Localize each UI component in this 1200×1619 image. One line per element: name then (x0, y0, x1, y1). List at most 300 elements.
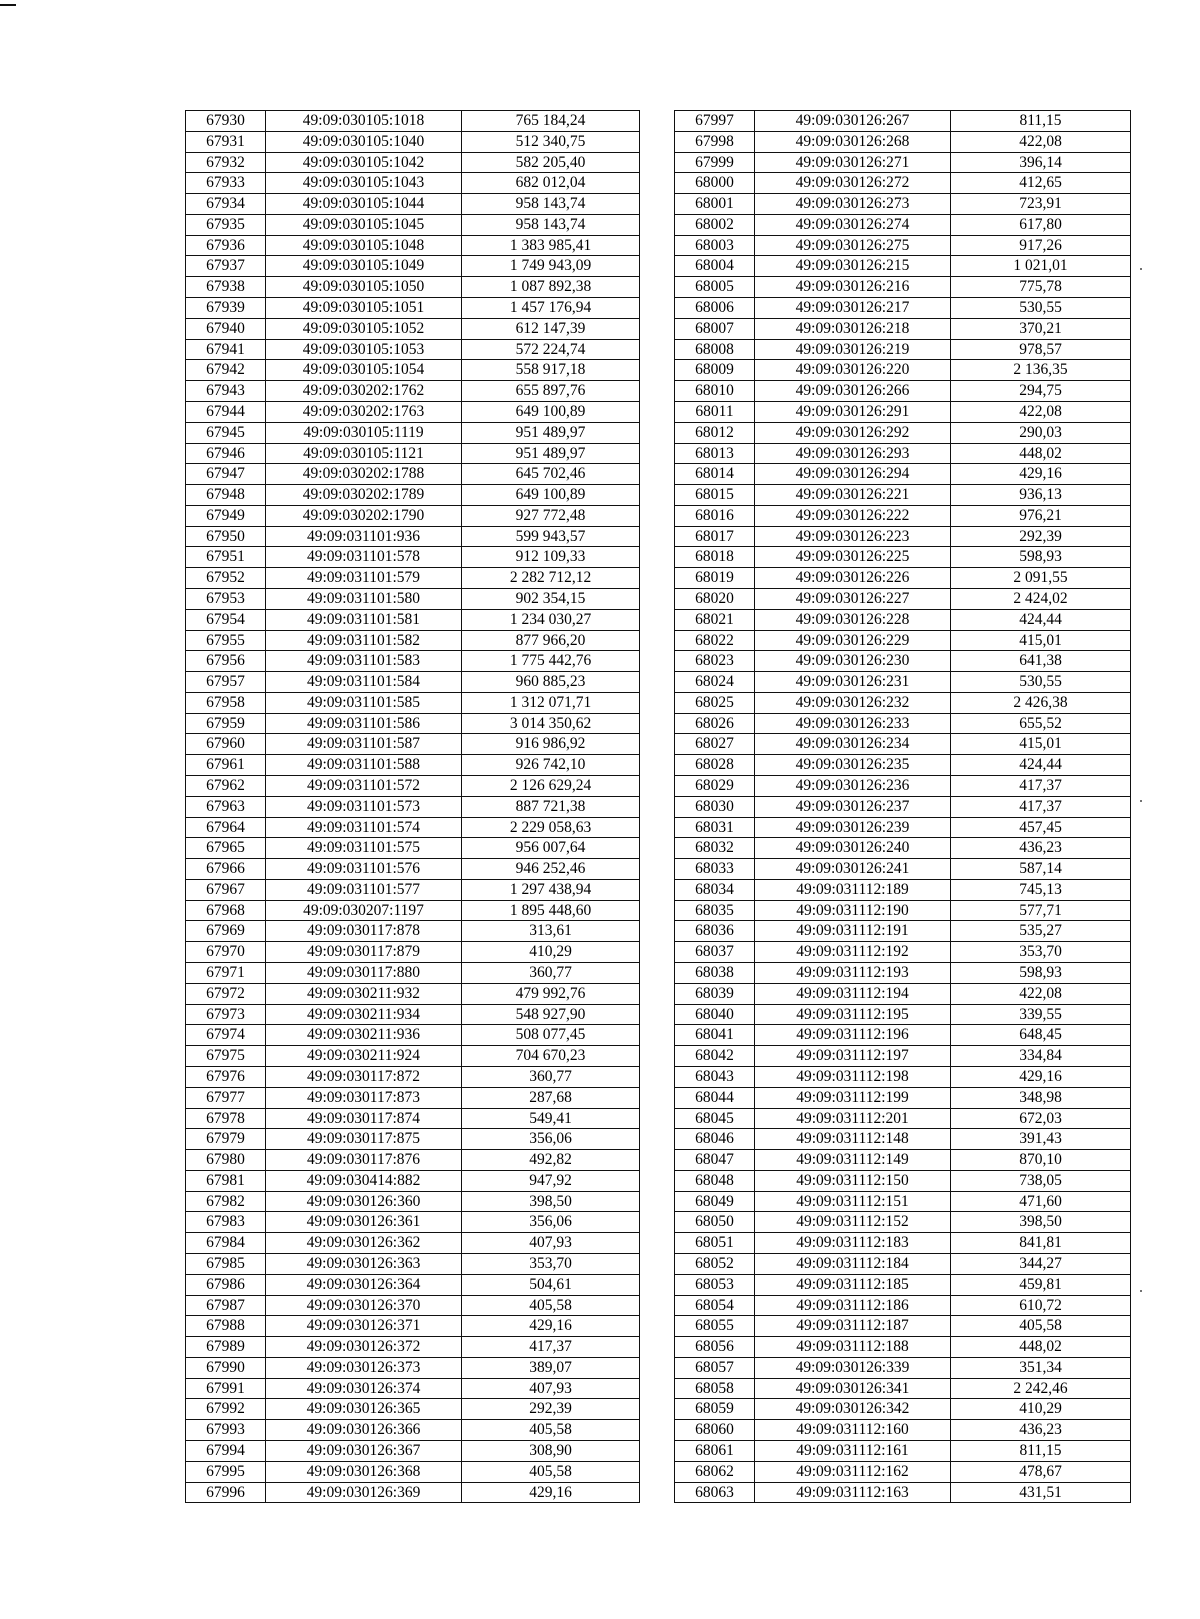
row-number-cell: 68022 (675, 630, 755, 651)
table-row (675, 1357, 1131, 1378)
value-cell: 912 109,33 (462, 547, 640, 568)
table-row (186, 651, 640, 672)
value-cell: 2 229 058,63 (462, 817, 640, 838)
table-row (186, 1316, 640, 1337)
row-number-cell: 68013 (675, 443, 755, 464)
value-cell: 2 424,02 (951, 588, 1131, 609)
value-cell: 398,50 (951, 1212, 1131, 1233)
row-number-cell: 67999 (675, 152, 755, 173)
row-number-cell: 67959 (186, 713, 266, 734)
table-row (675, 111, 1131, 132)
cadastral-number-cell: 49:09:031112:184 (755, 1253, 951, 1274)
row-number-cell: 67968 (186, 900, 266, 921)
value-cell: 775,78 (951, 277, 1131, 298)
value-cell: 334,84 (951, 1046, 1131, 1067)
table-row (675, 464, 1131, 485)
row-number-cell: 67997 (675, 111, 755, 132)
table-row (186, 1004, 640, 1025)
row-number-cell: 67951 (186, 547, 266, 568)
row-number-cell: 67965 (186, 838, 266, 859)
row-number-cell: 68033 (675, 859, 755, 880)
cadastral-number-cell: 49:09:030105:1052 (266, 318, 462, 339)
cadastral-number-cell: 49:09:031101:584 (266, 672, 462, 693)
row-number-cell: 68055 (675, 1316, 755, 1337)
cadastral-number-cell: 49:09:030126:342 (755, 1399, 951, 1420)
table-row (675, 485, 1131, 506)
value-cell: 512 340,75 (462, 131, 640, 152)
value-cell: 1 775 442,76 (462, 651, 640, 672)
value-cell: 672,03 (951, 1108, 1131, 1129)
row-number-cell: 67990 (186, 1357, 266, 1378)
table-row (186, 734, 640, 755)
table-row (186, 131, 640, 152)
value-cell: 405,58 (462, 1420, 640, 1441)
cadastral-number-cell: 49:09:031101:580 (266, 588, 462, 609)
row-number-cell: 67961 (186, 755, 266, 776)
table-row (675, 173, 1131, 194)
cadastral-number-cell: 49:09:031101:578 (266, 547, 462, 568)
cadastral-number-cell: 49:09:031101:574 (266, 817, 462, 838)
cadastral-number-cell: 49:09:030126:233 (755, 713, 951, 734)
table-row (675, 1108, 1131, 1129)
cadastral-number-cell: 49:09:030117:878 (266, 921, 462, 942)
table-row (186, 1108, 640, 1129)
table-row (675, 152, 1131, 173)
row-number-cell: 67974 (186, 1025, 266, 1046)
table-row (675, 318, 1131, 339)
cadastral-number-cell: 49:09:031101:587 (266, 734, 462, 755)
table-row (186, 755, 640, 776)
table-row (675, 1066, 1131, 1087)
value-cell: 459,81 (951, 1274, 1131, 1295)
scan-speck (1140, 268, 1142, 270)
cadastral-number-cell: 49:09:030105:1044 (266, 194, 462, 215)
row-number-cell: 68011 (675, 401, 755, 422)
cadastral-number-cell: 49:09:030126:273 (755, 194, 951, 215)
table-row (675, 1170, 1131, 1191)
value-cell: 530,55 (951, 672, 1131, 693)
row-number-cell: 67964 (186, 817, 266, 838)
table-row (675, 734, 1131, 755)
value-cell: 391,43 (951, 1129, 1131, 1150)
table-row (186, 1378, 640, 1399)
cadastral-number-cell: 49:09:030126:267 (755, 111, 951, 132)
row-number-cell: 67960 (186, 734, 266, 755)
row-number-cell: 67942 (186, 360, 266, 381)
cadastral-number-cell: 49:09:031101:575 (266, 838, 462, 859)
table-row (186, 1129, 640, 1150)
table-row (186, 1066, 640, 1087)
value-cell: 396,14 (951, 152, 1131, 173)
cadastral-number-cell: 49:09:030126:218 (755, 318, 951, 339)
value-cell: 339,55 (951, 1004, 1131, 1025)
cadastral-number-cell: 49:09:031101:583 (266, 651, 462, 672)
cadastral-number-cell: 49:09:030126:223 (755, 526, 951, 547)
value-cell: 655,52 (951, 713, 1131, 734)
row-number-cell: 67948 (186, 485, 266, 506)
table-row (186, 713, 640, 734)
row-number-cell: 67969 (186, 921, 266, 942)
value-cell: 294,75 (951, 381, 1131, 402)
table-row (675, 1295, 1131, 1316)
row-number-cell: 68026 (675, 713, 755, 734)
row-number-cell: 68024 (675, 672, 755, 693)
row-number-cell: 68047 (675, 1150, 755, 1171)
row-number-cell: 68028 (675, 755, 755, 776)
cadastral-number-cell: 49:09:031112:188 (755, 1337, 951, 1358)
row-number-cell: 68009 (675, 360, 755, 381)
cadastral-number-cell: 49:09:030126:374 (266, 1378, 462, 1399)
row-number-cell: 67984 (186, 1233, 266, 1254)
cadastral-number-cell: 49:09:031101:581 (266, 609, 462, 630)
table-row (186, 672, 640, 693)
value-cell: 765 184,24 (462, 111, 640, 132)
row-number-cell: 67981 (186, 1170, 266, 1191)
row-number-cell: 67955 (186, 630, 266, 651)
row-number-cell: 68005 (675, 277, 755, 298)
cadastral-number-cell: 49:09:031112:201 (755, 1108, 951, 1129)
table-row (186, 859, 640, 880)
row-number-cell: 67934 (186, 194, 266, 215)
value-cell: 572 224,74 (462, 339, 640, 360)
row-number-cell: 68044 (675, 1087, 755, 1108)
table-row (675, 879, 1131, 900)
value-cell: 936,13 (951, 485, 1131, 506)
row-number-cell: 68008 (675, 339, 755, 360)
table-row (186, 1191, 640, 1212)
value-cell: 598,93 (951, 547, 1131, 568)
row-number-cell: 67972 (186, 983, 266, 1004)
table-row (186, 879, 640, 900)
cadastral-number-cell: 49:09:031112:198 (755, 1066, 951, 1087)
table-row (186, 1046, 640, 1067)
row-number-cell: 67973 (186, 1004, 266, 1025)
table-row (675, 1378, 1131, 1399)
value-cell: 617,80 (951, 214, 1131, 235)
row-number-cell: 67943 (186, 381, 266, 402)
value-cell: 424,44 (951, 609, 1131, 630)
scan-edge-mark (0, 4, 16, 6)
row-number-cell: 67958 (186, 692, 266, 713)
cadastral-number-cell: 49:09:031112:190 (755, 900, 951, 921)
table-row (675, 609, 1131, 630)
value-cell: 405,58 (462, 1295, 640, 1316)
row-number-cell: 68029 (675, 776, 755, 797)
row-number-cell: 67953 (186, 588, 266, 609)
row-number-cell: 67998 (675, 131, 755, 152)
row-number-cell: 68004 (675, 256, 755, 277)
value-cell: 389,07 (462, 1357, 640, 1378)
cadastral-number-cell: 49:09:030117:875 (266, 1129, 462, 1150)
table-row (675, 422, 1131, 443)
table-row (675, 214, 1131, 235)
value-cell: 548 927,90 (462, 1004, 640, 1025)
right-table-body (675, 111, 1131, 1503)
table-row (675, 1025, 1131, 1046)
row-number-cell: 67949 (186, 505, 266, 526)
cadastral-number-cell: 49:09:030126:230 (755, 651, 951, 672)
value-cell: 1 457 176,94 (462, 298, 640, 319)
value-cell: 436,23 (951, 1420, 1131, 1441)
table-row (675, 443, 1131, 464)
value-cell: 353,70 (951, 942, 1131, 963)
table-row (675, 1337, 1131, 1358)
value-cell: 492,82 (462, 1150, 640, 1171)
value-cell: 429,16 (462, 1482, 640, 1503)
table-row (186, 298, 640, 319)
row-number-cell: 67941 (186, 339, 266, 360)
cadastral-number-cell: 49:09:030126:231 (755, 672, 951, 693)
cadastral-number-cell: 49:09:030105:1053 (266, 339, 462, 360)
row-number-cell: 68035 (675, 900, 755, 921)
table-row (186, 588, 640, 609)
row-number-cell: 67957 (186, 672, 266, 693)
cadastral-number-cell: 49:09:030117:879 (266, 942, 462, 963)
table-row (186, 692, 640, 713)
row-number-cell: 67983 (186, 1212, 266, 1233)
row-number-cell: 68057 (675, 1357, 755, 1378)
value-cell: 951 489,97 (462, 422, 640, 443)
table-row (675, 1441, 1131, 1462)
row-number-cell: 68001 (675, 194, 755, 215)
cadastral-number-cell: 49:09:031112:148 (755, 1129, 951, 1150)
cadastral-number-cell: 49:09:030126:373 (266, 1357, 462, 1378)
cadastral-number-cell: 49:09:031112:149 (755, 1150, 951, 1171)
row-number-cell: 68015 (675, 485, 755, 506)
table-row (186, 401, 640, 422)
value-cell: 916 986,92 (462, 734, 640, 755)
table-row (675, 1420, 1131, 1441)
value-cell: 682 012,04 (462, 173, 640, 194)
cadastral-number-cell: 49:09:030105:1054 (266, 360, 462, 381)
cadastral-number-cell: 49:09:030126:216 (755, 277, 951, 298)
cadastral-number-cell: 49:09:031101:586 (266, 713, 462, 734)
cadastral-number-cell: 49:09:030126:339 (755, 1357, 951, 1378)
value-cell: 422,08 (951, 401, 1131, 422)
row-number-cell: 68058 (675, 1378, 755, 1399)
table-row (186, 1274, 640, 1295)
row-number-cell: 68056 (675, 1337, 755, 1358)
table-row (675, 900, 1131, 921)
value-cell: 956 007,64 (462, 838, 640, 859)
value-cell: 745,13 (951, 879, 1131, 900)
cadastral-number-cell: 49:09:030126:370 (266, 1295, 462, 1316)
cadastral-number-cell: 49:09:030126:239 (755, 817, 951, 838)
row-number-cell: 67945 (186, 422, 266, 443)
value-cell: 407,93 (462, 1378, 640, 1399)
value-cell: 471,60 (951, 1191, 1131, 1212)
cadastral-number-cell: 49:09:030126:227 (755, 588, 951, 609)
table-row (186, 194, 640, 215)
row-number-cell: 68061 (675, 1441, 755, 1462)
cadastral-number-cell: 49:09:031112:160 (755, 1420, 951, 1441)
value-cell: 558 917,18 (462, 360, 640, 381)
cadastral-number-cell: 49:09:030105:1051 (266, 298, 462, 319)
table-row (186, 1295, 640, 1316)
table-row (186, 152, 640, 173)
cadastral-number-cell: 49:09:030126:367 (266, 1441, 462, 1462)
table-row (186, 963, 640, 984)
row-number-cell: 68034 (675, 879, 755, 900)
value-cell: 1 297 438,94 (462, 879, 640, 900)
cadastral-number-cell: 49:09:030126:274 (755, 214, 951, 235)
value-cell: 360,77 (462, 1066, 640, 1087)
cadastral-number-cell: 49:09:031112:199 (755, 1087, 951, 1108)
table-row (675, 1253, 1131, 1274)
value-cell: 1 895 448,60 (462, 900, 640, 921)
value-cell: 356,06 (462, 1129, 640, 1150)
cadastral-number-cell: 49:09:031101:577 (266, 879, 462, 900)
table-row (186, 173, 640, 194)
row-number-cell: 67931 (186, 131, 266, 152)
table-row (675, 194, 1131, 215)
table-row (186, 1357, 640, 1378)
row-number-cell: 67977 (186, 1087, 266, 1108)
row-number-cell: 68003 (675, 235, 755, 256)
table-row (186, 111, 640, 132)
cadastral-number-cell: 49:09:030126:363 (266, 1253, 462, 1274)
row-number-cell: 67950 (186, 526, 266, 547)
value-cell: 978,57 (951, 339, 1131, 360)
value-cell: 649 100,89 (462, 485, 640, 506)
cadastral-number-cell: 49:09:031112:193 (755, 963, 951, 984)
value-cell: 429,16 (462, 1316, 640, 1337)
table-row (675, 1482, 1131, 1503)
row-number-cell: 67993 (186, 1420, 266, 1441)
value-cell: 410,29 (951, 1399, 1131, 1420)
table-row (186, 900, 640, 921)
cadastral-number-cell: 49:09:030126:361 (266, 1212, 462, 1233)
value-cell: 887 721,38 (462, 796, 640, 817)
table-row (186, 443, 640, 464)
table-row (186, 1420, 640, 1441)
row-number-cell: 67967 (186, 879, 266, 900)
value-cell: 2 136,35 (951, 360, 1131, 381)
value-cell: 549,41 (462, 1108, 640, 1129)
table-row (675, 568, 1131, 589)
cadastral-number-cell: 49:09:030126:229 (755, 630, 951, 651)
cadastral-number-cell: 49:09:030202:1762 (266, 381, 462, 402)
value-cell: 422,08 (951, 983, 1131, 1004)
value-cell: 448,02 (951, 1337, 1131, 1358)
row-number-cell: 68036 (675, 921, 755, 942)
cadastral-number-cell: 49:09:030211:936 (266, 1025, 462, 1046)
row-number-cell: 68000 (675, 173, 755, 194)
value-cell: 479 992,76 (462, 983, 640, 1004)
table-row (186, 339, 640, 360)
table-row (675, 339, 1131, 360)
row-number-cell: 68014 (675, 464, 755, 485)
row-number-cell: 67932 (186, 152, 266, 173)
row-number-cell: 68018 (675, 547, 755, 568)
value-cell: 3 014 350,62 (462, 713, 640, 734)
cadastral-number-cell: 49:09:030105:1050 (266, 277, 462, 298)
cadastral-number-cell: 49:09:030126:234 (755, 734, 951, 755)
table-row (186, 1482, 640, 1503)
value-cell: 645 702,46 (462, 464, 640, 485)
table-row (186, 277, 640, 298)
cadastral-number-cell: 49:09:030126:291 (755, 401, 951, 422)
row-number-cell: 67939 (186, 298, 266, 319)
cadastral-number-cell: 49:09:030117:872 (266, 1066, 462, 1087)
table-row (186, 235, 640, 256)
value-cell: 290,03 (951, 422, 1131, 443)
table-row (675, 692, 1131, 713)
value-cell: 655 897,76 (462, 381, 640, 402)
value-cell: 2 282 712,12 (462, 568, 640, 589)
value-cell: 436,23 (951, 838, 1131, 859)
cadastral-number-cell: 49:09:030202:1788 (266, 464, 462, 485)
row-number-cell: 68019 (675, 568, 755, 589)
table-row (186, 838, 640, 859)
value-cell: 457,45 (951, 817, 1131, 838)
cadastral-number-cell: 49:09:030126:293 (755, 443, 951, 464)
value-cell: 951 489,97 (462, 443, 640, 464)
value-cell: 407,93 (462, 1233, 640, 1254)
cadastral-number-cell: 49:09:030126:221 (755, 485, 951, 506)
table-row (675, 921, 1131, 942)
table-row (186, 817, 640, 838)
value-cell: 412,65 (951, 173, 1131, 194)
row-number-cell: 68049 (675, 1191, 755, 1212)
cadastral-number-cell: 49:09:030126:292 (755, 422, 951, 443)
value-cell: 417,37 (951, 776, 1131, 797)
value-cell: 429,16 (951, 464, 1131, 485)
cadastral-number-cell: 49:09:030211:934 (266, 1004, 462, 1025)
row-number-cell: 68027 (675, 734, 755, 755)
value-cell: 958 143,74 (462, 194, 640, 215)
table-row (675, 401, 1131, 422)
value-cell: 649 100,89 (462, 401, 640, 422)
value-cell: 738,05 (951, 1170, 1131, 1191)
table-row (186, 360, 640, 381)
row-number-cell: 68038 (675, 963, 755, 984)
row-number-cell: 67996 (186, 1482, 266, 1503)
table-row (186, 256, 640, 277)
cadastral-number-cell: 49:09:030126:275 (755, 235, 951, 256)
value-cell: 356,06 (462, 1212, 640, 1233)
cadastral-number-cell: 49:09:031112:152 (755, 1212, 951, 1233)
row-number-cell: 67940 (186, 318, 266, 339)
row-number-cell: 68021 (675, 609, 755, 630)
value-cell: 370,21 (951, 318, 1131, 339)
value-cell: 927 772,48 (462, 505, 640, 526)
row-number-cell: 67976 (186, 1066, 266, 1087)
value-cell: 410,29 (462, 942, 640, 963)
row-number-cell: 68039 (675, 983, 755, 1004)
table-row (186, 1253, 640, 1274)
table-row (675, 630, 1131, 651)
cadastral-number-cell: 49:09:030126:219 (755, 339, 951, 360)
row-number-cell: 67995 (186, 1461, 266, 1482)
cadastral-number-cell: 49:09:030126:226 (755, 568, 951, 589)
table-row (675, 672, 1131, 693)
cadastral-number-cell: 49:09:030126:365 (266, 1399, 462, 1420)
row-number-cell: 68059 (675, 1399, 755, 1420)
value-cell: 958 143,74 (462, 214, 640, 235)
cadastral-number-cell: 49:09:030105:1049 (266, 256, 462, 277)
cadastral-number-cell: 49:09:030126:271 (755, 152, 951, 173)
table-row (186, 485, 640, 506)
row-number-cell: 67936 (186, 235, 266, 256)
value-cell: 422,08 (951, 131, 1131, 152)
value-cell: 1 749 943,09 (462, 256, 640, 277)
cadastral-number-cell: 49:09:030126:341 (755, 1378, 951, 1399)
row-number-cell: 67985 (186, 1253, 266, 1274)
value-cell: 926 742,10 (462, 755, 640, 776)
cadastral-number-cell: 49:09:030126:369 (266, 1482, 462, 1503)
table-row (675, 776, 1131, 797)
